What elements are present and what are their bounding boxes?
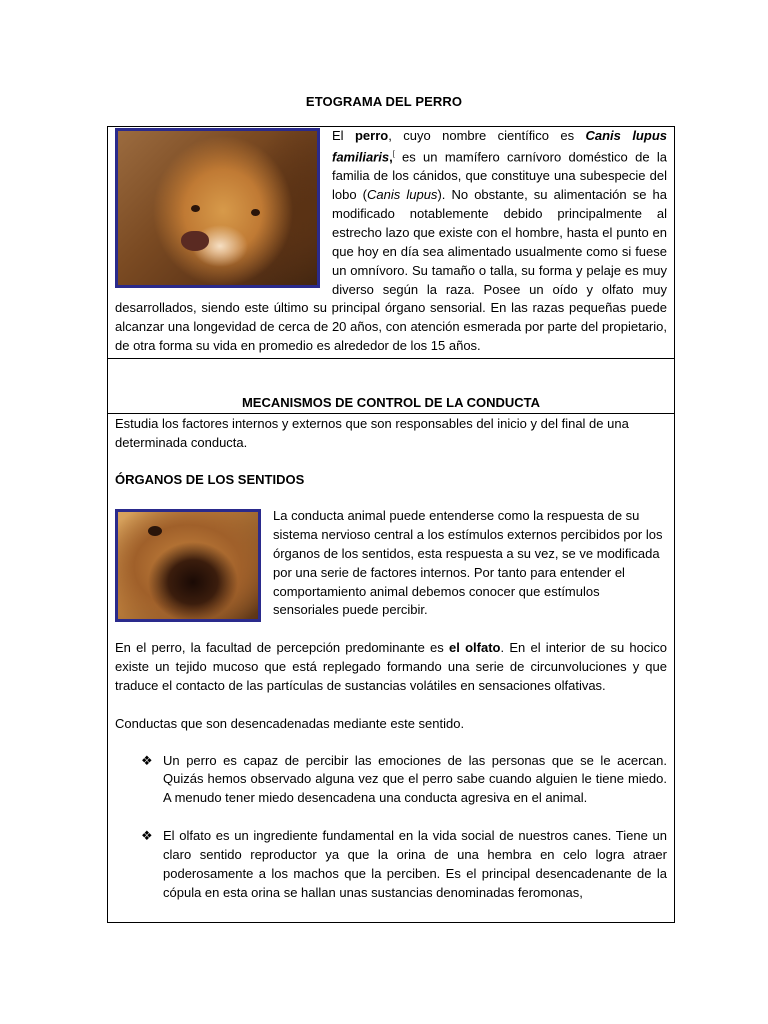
list-item: ❖ Un perro es capaz de percibir las emociones de las personas que se le acercan. Quizás hemos observado alguna vez que el perro sabe cuando alguien le tiene miedo. A menudo tener miedo desencadena una conducta agresiva en el animal. — [141, 752, 667, 806]
body-row — [108, 414, 675, 923]
organs-block — [115, 507, 667, 624]
diamond-bullet-icon: ❖ — [141, 828, 153, 844]
dog-eye-right — [251, 209, 260, 216]
dog-eye-left — [191, 205, 200, 212]
intro-cell — [108, 127, 675, 359]
organs-heading: ÓRGANOS DE LOS SENTIDOS — [115, 472, 305, 488]
dog-eye — [148, 526, 162, 536]
diamond-bullet-icon: ❖ — [141, 752, 153, 768]
section-intro: Estudia los factores internos y externos que son responsables del inicio y del final de una determinada conducta. — [115, 416, 629, 451]
body-cell — [108, 414, 675, 923]
section-title-cell — [108, 359, 675, 414]
section-title-row — [108, 359, 675, 414]
list-item: ❖ El olfato es un ingrediente fundamental en la vida social de nuestros canes. Tiene un claro sentido reproductor ya que la orina de una hembra en celo logra atraer poderosamente a los machos que la perciben. Es el principal desencadenante de la cópula en esta orina se hallan unas sustancias denominadas feromonas, — [141, 828, 667, 900]
dog-face-photo — [115, 128, 320, 288]
behaviors-intro: Conductas que son desencadenadas mediante este sentido. — [115, 715, 465, 731]
dog-nose — [181, 231, 209, 251]
section-title: MECANISMOS DE CONTROL DE LA CONDUCTA — [241, 395, 541, 411]
intro-row — [108, 127, 675, 359]
behaviors-list — [115, 752, 667, 903]
intro-paragraph: El perro, cuyo nombre científico es Canis lupus familiaris,[ es un mamífero carnívoro doméstico de la familia de los cánidos, que constituye una subespecie del lobo (Canis lupus). No obstante, su alimentación se ha modificado notablemente debido principalmente al estrecho lazo que existe con el hombre, hasta el punto en que hoy en día sea alimentado usualmente como si fuese un omnívoro. Su tamaño o talla, su forma y pelaje es muy diverso según la raza. Posee un oído y olfato muy desarrollados, siendo este último su principal órgano sensorial. En las razas pequeñas puede alcanzar una longevidad de cerca de 20 años, con atención esmerada por parte del propietario, de otra forma su vida en promedio es alrededor de los 15 años. — [115, 128, 667, 354]
document-title: ETOGRAMA DEL PERRO — [305, 94, 463, 109]
organs-paragraph: La conducta animal puede entenderse como la respuesta de su sistema nervioso central a los estímulos externos percibidos por los órganos de los sentidos, esta respuesta a su vez, se ve modificada por una serie de factores internos. Por tanto para entender el comportamiento animal debemos conocer que estímulos sensoriales puede percibir. — [273, 507, 663, 618]
content-table — [107, 126, 675, 923]
dog-nose-closeup-photo — [115, 509, 261, 622]
smell-paragraph: En el perro, la facultad de percepción predominante es el olfato. En el interior de su hocico existe un tejido mucoso que está replegado formando una serie de circunvoluciones y que traduce el contacto de las partículas de sustancias volátiles en sensaciones olfativas. — [115, 639, 668, 693]
